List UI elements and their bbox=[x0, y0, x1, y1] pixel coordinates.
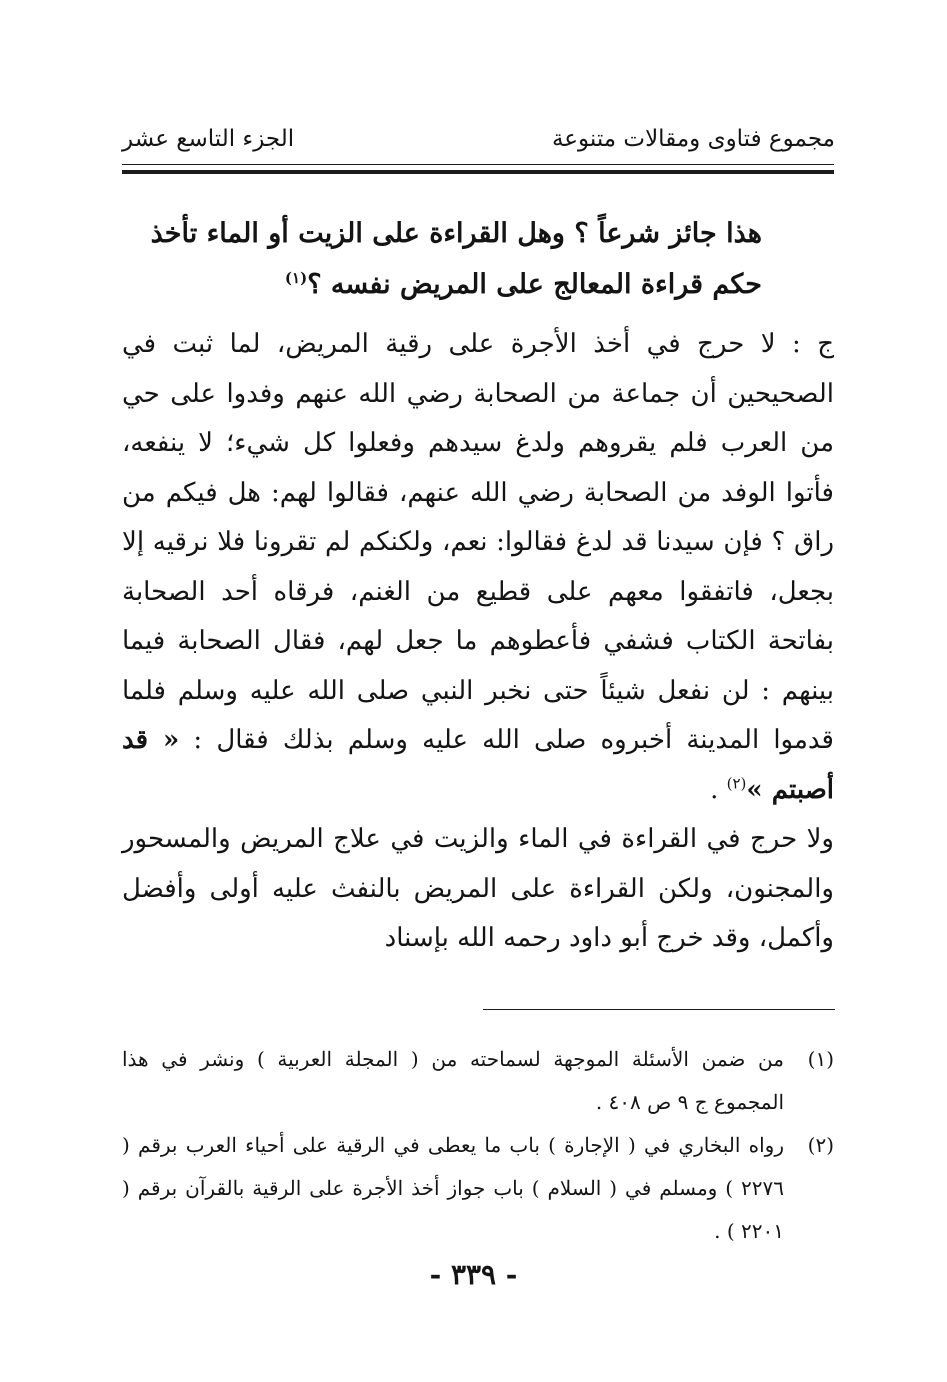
answer-paragraph-1 bbox=[122, 320, 834, 815]
footnote-item bbox=[122, 1038, 834, 1124]
footnote-text: من ضمن الأسئلة الموجهة لسماحته من ( المجلة العربية ) ونشر في هذا المجموع ج ٩ ص ٤٠٨ . bbox=[122, 1047, 784, 1114]
footnote-text: رواه البخاري في ( الإجارة ) باب ما يعطى في الرقية على أحياء العرب برقم ( ٢٢٧٦ ) ومسلم في ( السلام ) باب جواز أخذ الأجرة على الرقية بالقرآن برقم ( ٢٢٠١ ) . bbox=[122, 1133, 784, 1243]
page-number: - ٣٣٩ - bbox=[429, 1258, 518, 1291]
footnotes-section bbox=[122, 1038, 834, 1253]
question-line-2: حكم قراءة المعالج على المريض نفسه ؟ bbox=[307, 269, 762, 300]
footnote-number: (٢) bbox=[807, 1133, 834, 1157]
footnote-number: (١) bbox=[807, 1047, 834, 1071]
volume-label: الجزء التاسع عشر bbox=[122, 126, 295, 152]
header-rule-thick bbox=[122, 170, 834, 174]
footnote-item bbox=[122, 1124, 834, 1253]
answer-paragraph-1-text: ج : لا حرج في أخذ الأجرة على رقية المريض، لما ثبت في الصحيحين أن جماعة من الصحابة رضي الله عنهم وفدوا على حي من العرب فلم يقروهم ولدغ سيدهم وفعلوا كل شيء؛ لا ينفعه، فأتوا الوفد من الصحابة رضي الله عنهم، فقالوا لهم: هل فيكم من راق ؟ فإن سيدنا قد لدغ فقالوا: نعم، ولكنكم لم تقرونا فلا نرقيه إلا بجعل، فاتفقوا معهم على قطيع من الغنم، فرقاه أحد الصحابة بفاتحة الكتاب فشفي فأعطوهم ما جعل لهم، فقال الصحابة فيما بينهم : لن نفعل شيئاً حتى نخبر النبي صلى الله عليه وسلم فلما قدموا المدينة أخبروه صلى الله عليه وسلم بذلك فقال : bbox=[122, 329, 834, 755]
question-block bbox=[122, 208, 762, 310]
question-line-1: هذا جائز شرعاً ؟ وهل القراءة على الزيت أو الماء تأخذ bbox=[150, 218, 762, 249]
prophet-quote: « قد أصبتم » bbox=[122, 725, 834, 805]
footnote-ref-1: (١) bbox=[284, 269, 308, 287]
header-rule-thin bbox=[122, 164, 834, 165]
footnote-ref-2: (٢) bbox=[726, 773, 747, 792]
answer-block bbox=[122, 320, 834, 964]
paragraph-end-mark: . bbox=[710, 774, 719, 805]
footnote-separator bbox=[483, 1009, 835, 1010]
answer-paragraph-2: ولا حرج في القراءة في الماء والزيت في علاج المريض والمسحور والمجنون، ولكن القراءة على المريض بالنفث عليه أولى وأفضل وأكمل، وقد خرج أبو داود رحمه الله بإسناد bbox=[122, 824, 834, 953]
book-title: مجموع فتاوى ومقالات متنوعة bbox=[551, 126, 835, 152]
